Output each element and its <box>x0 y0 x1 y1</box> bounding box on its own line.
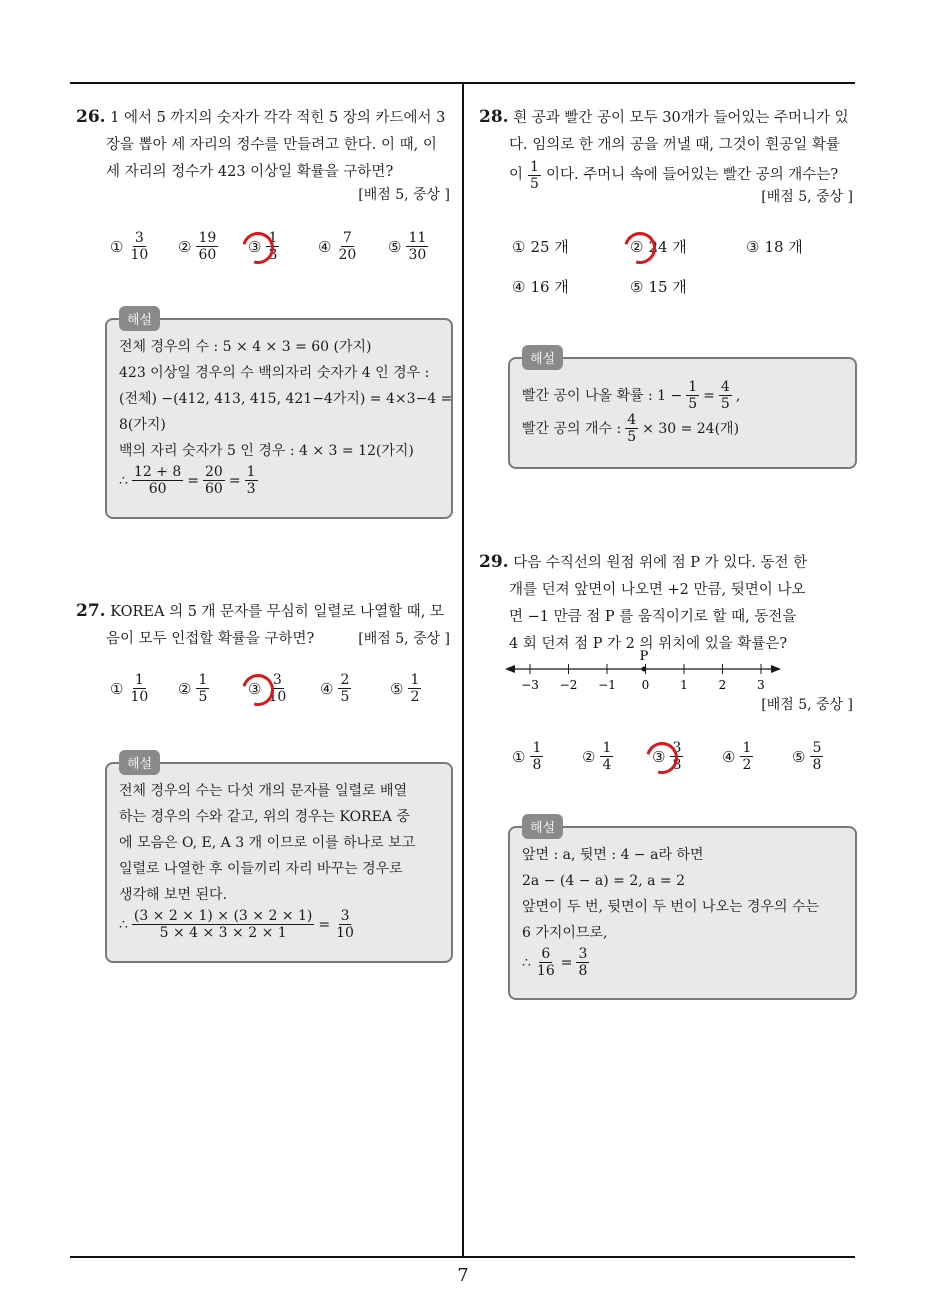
choice-4[interactable]: ④ $\frac{7}{20}$ <box>318 230 357 263</box>
choice-1[interactable]: ① $\frac{3}{10}$ <box>110 230 149 263</box>
answer-circle-mark: ③ <box>248 679 262 698</box>
choice-1[interactable]: ① $\frac{1}{10}$ <box>110 672 149 705</box>
solution-tag: 해설 <box>119 306 160 331</box>
number-line <box>505 650 795 690</box>
question-text: 세 자리의 정수가 423 이상일 확률을 구하면? <box>106 164 394 180</box>
choice-2[interactable]: ② $\frac{1}{5}$ <box>178 672 208 705</box>
solution-line: 2a − (4 − a) = 2, a = 2 <box>522 873 686 889</box>
solution-line: (전체) −(412, 413, 415, 421−4가지) = 4×3−4 = <box>119 391 453 407</box>
tick-label: −2 <box>559 678 578 690</box>
solution-line: 전체 경우의 수는 다섯 개의 문자를 일렬로 배열 <box>119 783 408 799</box>
question-29 <box>479 549 859 658</box>
choice-2[interactable]: ② $\frac{19}{60}$ <box>178 230 217 263</box>
choice-3-selected[interactable]: ③ $\frac{3}{8}$ <box>652 740 682 773</box>
question-text: 장을 뽑아 세 자리의 정수를 만들려고 한다. 이 때, 이 <box>106 137 437 153</box>
solution-line: 6 가지이므로, <box>522 925 608 941</box>
score-info: [배점 5, 중상 ] <box>761 189 853 205</box>
solution-line: 빨간 공이 나올 확률 : 1 − $\frac{1}{5}$ = $\frac{4}{5}$ , <box>522 379 741 412</box>
solution-box-28 <box>508 357 857 469</box>
question-28 <box>479 104 859 192</box>
question-text: KOREA 의 5 개 문자를 무심히 일렬로 나열할 때, 모 <box>110 604 444 620</box>
column-divider <box>462 82 464 1257</box>
solution-box-26 <box>105 318 453 519</box>
solution-tag: 해설 <box>522 345 563 370</box>
question-text: 1 에서 5 까지의 숫자가 각각 적힌 5 장의 카드에서 3 <box>110 110 446 126</box>
solution-line: 앞면 : a, 뒷면 : 4 − a라 하면 <box>522 847 704 863</box>
choice-4[interactable]: ④ $\frac{2}{5}$ <box>320 672 350 705</box>
choice-3-selected[interactable]: ③ $\frac{3}{10}$ <box>248 672 287 705</box>
page-number: 7 <box>457 1265 469 1286</box>
tick-label: 2 <box>718 678 727 690</box>
solution-tag: 해설 <box>119 750 160 775</box>
choice-3-selected[interactable]: ③ $\frac{1}{3}$ <box>248 230 278 263</box>
bottom-rule <box>70 1256 855 1258</box>
question-text: 다음 수직선의 원점 위에 점 P 가 있다. 동전 한 <box>513 555 808 571</box>
tick-label: −3 <box>521 678 539 690</box>
score-info: [배점 5, 중상 ] <box>358 187 450 203</box>
solution-line: 빨간 공의 개수 : $\frac{4}{5}$ × 30 = 24(개) <box>522 412 740 445</box>
choice-1[interactable]: ① $\frac{1}{8}$ <box>512 740 542 773</box>
tick-label: −1 <box>598 678 616 690</box>
question-text: 개를 던져 앞면이 나오면 +2 만큼, 뒷면이 나오 <box>509 582 806 598</box>
choice-4[interactable]: ④ $\frac{1}{2}$ <box>722 740 752 773</box>
solution-line: 생각해 보면 된다. <box>119 887 228 903</box>
choice-5[interactable]: ⑤ $\frac{5}{8}$ <box>792 740 822 773</box>
solution-line: 423 이상일 경우의 수 백의자리 숫자가 4 인 경우 : <box>119 365 430 381</box>
solution-final: ∴ $\frac{(3 \times 2 \times 1) \times (3 \times 2 \times 1)}{5 \times 4 \times 3 \times 2 \times 1}$ = $\frac{3}{10}$ <box>119 908 354 941</box>
answer-circle-mark: ③ <box>652 747 666 766</box>
solution-line: 앞면이 두 번, 뒷면이 두 번이 나오는 경우의 수는 <box>522 899 820 915</box>
answer-circle-mark: ② <box>630 237 644 256</box>
tick-label: 1 <box>680 678 688 690</box>
choice-2[interactable]: ② $\frac{1}{4}$ <box>582 740 612 773</box>
choice-5[interactable]: ⑤ $\frac{1}{2}$ <box>390 672 420 705</box>
question-number: 26. <box>76 107 106 127</box>
question-text: 4 회 던져 점 P 가 2 의 위치에 있을 확률은? <box>509 636 788 652</box>
solution-final: ∴ $\frac{6}{16}$ = $\frac{3}{8}$ <box>522 946 588 979</box>
solution-line: 일렬로 나열한 후 이들끼리 자리 바꾸는 경우로 <box>119 861 403 877</box>
answer-circle-mark: ③ <box>248 237 262 256</box>
question-text: 음이 모두 인접할 확률을 구하면? <box>106 631 315 647</box>
choice-5[interactable]: ⑤ 15 개 <box>630 277 687 296</box>
solution-line: 전체 경우의 수 : 5 × 4 × 3 = 60 (가지) <box>119 339 372 355</box>
point-p-marker <box>642 667 647 672</box>
point-p-label: P <box>639 650 649 664</box>
question-text: 흰 공과 빨간 공이 모두 30개가 들어있는 주머니가 있 <box>513 110 849 126</box>
tick-label: 3 <box>757 678 765 690</box>
choice-4[interactable]: ④ 16 개 <box>512 277 569 296</box>
solution-box-27 <box>105 762 453 963</box>
question-number: 28. <box>479 107 509 127</box>
choice-3[interactable]: ③ 18 개 <box>746 237 803 256</box>
question-number: 27. <box>76 601 106 621</box>
question-text: 다. 임의로 한 개의 공을 꺼낼 때, 그것이 흰공일 확률 <box>509 137 840 153</box>
choice-2-selected[interactable]: ② 24 개 <box>630 237 687 256</box>
solution-line: 8(가지) <box>119 417 166 433</box>
solution-box-29 <box>508 826 857 1000</box>
score-info: [배점 5, 중상 ] <box>358 631 450 647</box>
question-text: 면 −1 만큼 점 P 를 움직이기로 할 때, 동전을 <box>509 609 797 625</box>
solution-final: ∴ $\frac{12 + 8}{60}$ = $\frac{20}{60}$ = $\frac{1}{3}$ <box>119 464 256 497</box>
tick-label: 0 <box>641 678 650 690</box>
choice-5[interactable]: ⑤ $\frac{11}{30}$ <box>388 230 427 263</box>
solution-tag: 해설 <box>522 814 563 839</box>
solution-line: 백의 자리 숫자가 5 인 경우 : 4 × 3 = 12(가지) <box>119 443 414 459</box>
score-info: [배점 5, 중상 ] <box>761 697 853 713</box>
solution-line: 하는 경우의 수와 같고, 위의 경우는 KOREA 중 <box>119 809 410 825</box>
question-26 <box>76 104 456 186</box>
choice-1[interactable]: ① 25 개 <box>512 237 569 256</box>
question-number: 29. <box>479 552 509 572</box>
question-text: 이 $\frac{1}{5}$ 이다. 주머니 속에 들어있는 빨간 공의 개수는? <box>509 159 839 192</box>
solution-line: 에 모음은 O, E, A 3 개 이므로 이를 하나로 보고 <box>119 835 416 851</box>
